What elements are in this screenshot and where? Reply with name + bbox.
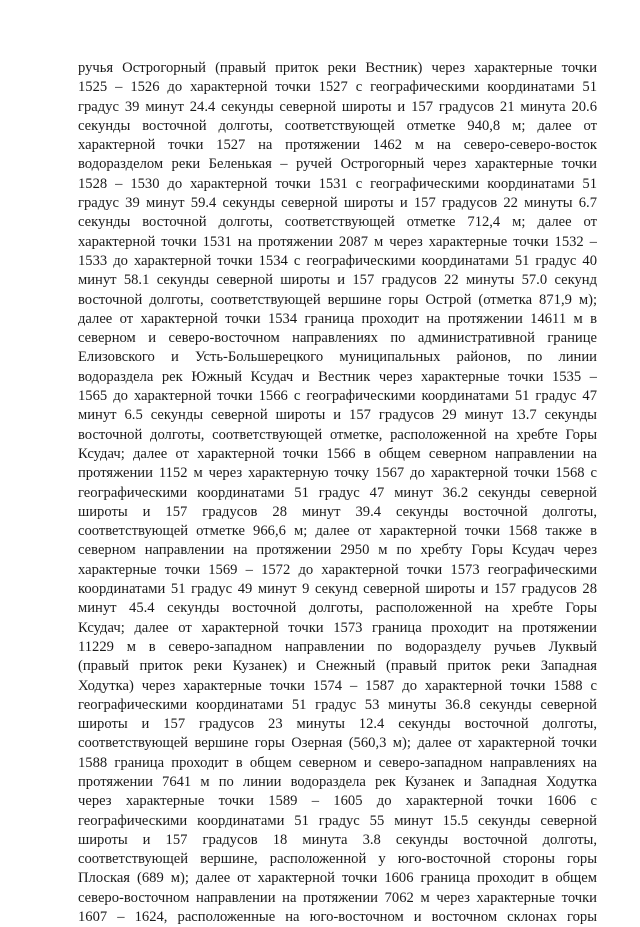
text-line: восточной долготы, соответствующей вершине горы Острой (отметка 871,9 м); (78, 291, 597, 308)
text-line: северном направлении на протяжении 2950 м по хребту Горы Ксудач через (78, 542, 597, 559)
text-line: северо-восточном направлении на протяжении 7062 м через характерные точки (78, 889, 597, 906)
text-line: географическими координатами 51 градус 55 минут 15.5 секунды северной (78, 812, 597, 829)
text-line: водоразделом реки Беленькая – ручей Острогорный через характерные точки (78, 156, 597, 173)
text-line: северном и северо-восточном направлениях по административной границе (78, 330, 597, 347)
text-line: координатами 51 градус 49 минут 9 секунд северной широты и 157 градусов 28 (78, 581, 597, 598)
text-line: характерной точки 1527 на протяжении 1462 м на северо-северо-восток (78, 137, 597, 154)
text-line: через характерные точки 1589 – 1605 до характерной точки 1606 с (78, 793, 597, 810)
text-line: широты и 157 градусов 23 минуты 12.4 секунды восточной долготы, (78, 716, 597, 733)
body-text (78, 59, 597, 927)
text-line: соответствующей вершине горы Озерная (560,3 м); далее от характерной точки (78, 735, 597, 752)
text-line: градус 39 минут 59.4 секунды северной широты и 157 градусов 22 минуты 6.7 (78, 195, 597, 212)
text-line: характерной точки 1531 на протяжении 2087 м через характерные точки 1532 – (78, 233, 597, 250)
text-line: 1565 до характерной точки 1566 с географическими координатами 51 градус 47 (78, 388, 597, 405)
text-line: Плоская (689 м); далее от характерной точки 1606 граница проходит в общем (78, 870, 597, 887)
text-line: минут 6.5 секунды северной широты и 157 градусов 29 минут 13.7 секунды (78, 407, 597, 424)
text-line: 11229 м в северо-западном направлении по водоразделу ручьев Луквый (78, 638, 597, 655)
text-line: протяжении 1152 м через характерную точку 1567 до характерной точки 1568 с (78, 465, 597, 482)
text-line: Ксудач; далее от характерной точки 1573 граница проходит на протяжении (78, 619, 597, 636)
text-line: восточной долготы, соответствующей отметке, расположенной на хребте Горы (78, 426, 597, 443)
text-line: географическими координатами 51 градус 53 минуты 36.8 секунды северной (78, 696, 597, 713)
text-line: 1528 – 1530 до характерной точки 1531 с географическими координатами 51 (78, 175, 597, 192)
text-line: секунды восточной долготы, соответствующей отметке 712,4 м; далее от (78, 214, 597, 231)
text-line: минут 58.1 секунды северной широты и 157 градусов 22 минуты 57.0 секунд (78, 272, 597, 289)
text-line: широты и 157 градусов 28 минут 39.4 секунды восточной долготы, (78, 503, 597, 520)
text-line: Ксудач; далее от характерной точки 1566 в общем северном направлении на (78, 445, 597, 462)
text-line: градус 39 минут 24.4 секунды северной широты и 157 градусов 21 минута 20.6 (78, 98, 597, 115)
text-line: минут 45.4 секунды восточной долготы, расположенной на хребте Горы (78, 600, 597, 617)
text-line: Елизовского и Усть-Большерецкого муниципальных районов, по линии (78, 349, 597, 366)
text-line: водораздела рек Южный Ксудач и Вестник через характерные точки 1535 – (78, 368, 597, 385)
text-line: географическими координатами 51 градус 47 минут 36.2 секунды северной (78, 484, 597, 501)
text-line: далее от характерной точки 1534 граница проходит на протяжении 14611 м в (78, 310, 597, 327)
text-line: ручья Острогорный (правый приток реки Вестник) через характерные точки (78, 60, 597, 76)
text-line: (правый приток реки Кузанек) и Снежный (правый приток реки Западная (78, 658, 597, 675)
text-line: соответствующей вершине, расположенной у юго-восточной стороны горы (78, 851, 597, 868)
text-line: 1607 – 1624, расположенные на юго-восточном и восточном склонах горы (78, 909, 597, 926)
text-line: характерные точки 1569 – 1572 до характерной точки 1573 географическими (78, 561, 597, 578)
text-line: 1533 до характерной точки 1534 с географическими координатами 51 градус 40 (78, 252, 597, 269)
text-line: широты и 157 градусов 18 минута 3.8 секунды восточной долготы, (78, 831, 597, 848)
text-line: секунды восточной долготы, соответствующей отметке 940,8 м; далее от (78, 117, 597, 134)
text-line: 1525 – 1526 до характерной точки 1527 с географическими координатами 51 (78, 79, 597, 96)
text-line: протяжении 7641 м по линии водораздела рек Кузанек и Западная Ходутка (78, 773, 597, 790)
text-line: 1588 граница проходит в общем северном и северо-западном направлениях на (78, 754, 597, 771)
text-line: соответствующей отметке 966,6 м; далее от характерной точки 1568 также в (78, 523, 597, 540)
text-line: Ходутка) через характерные точки 1574 – 1587 до характерной точки 1588 с (78, 677, 597, 694)
